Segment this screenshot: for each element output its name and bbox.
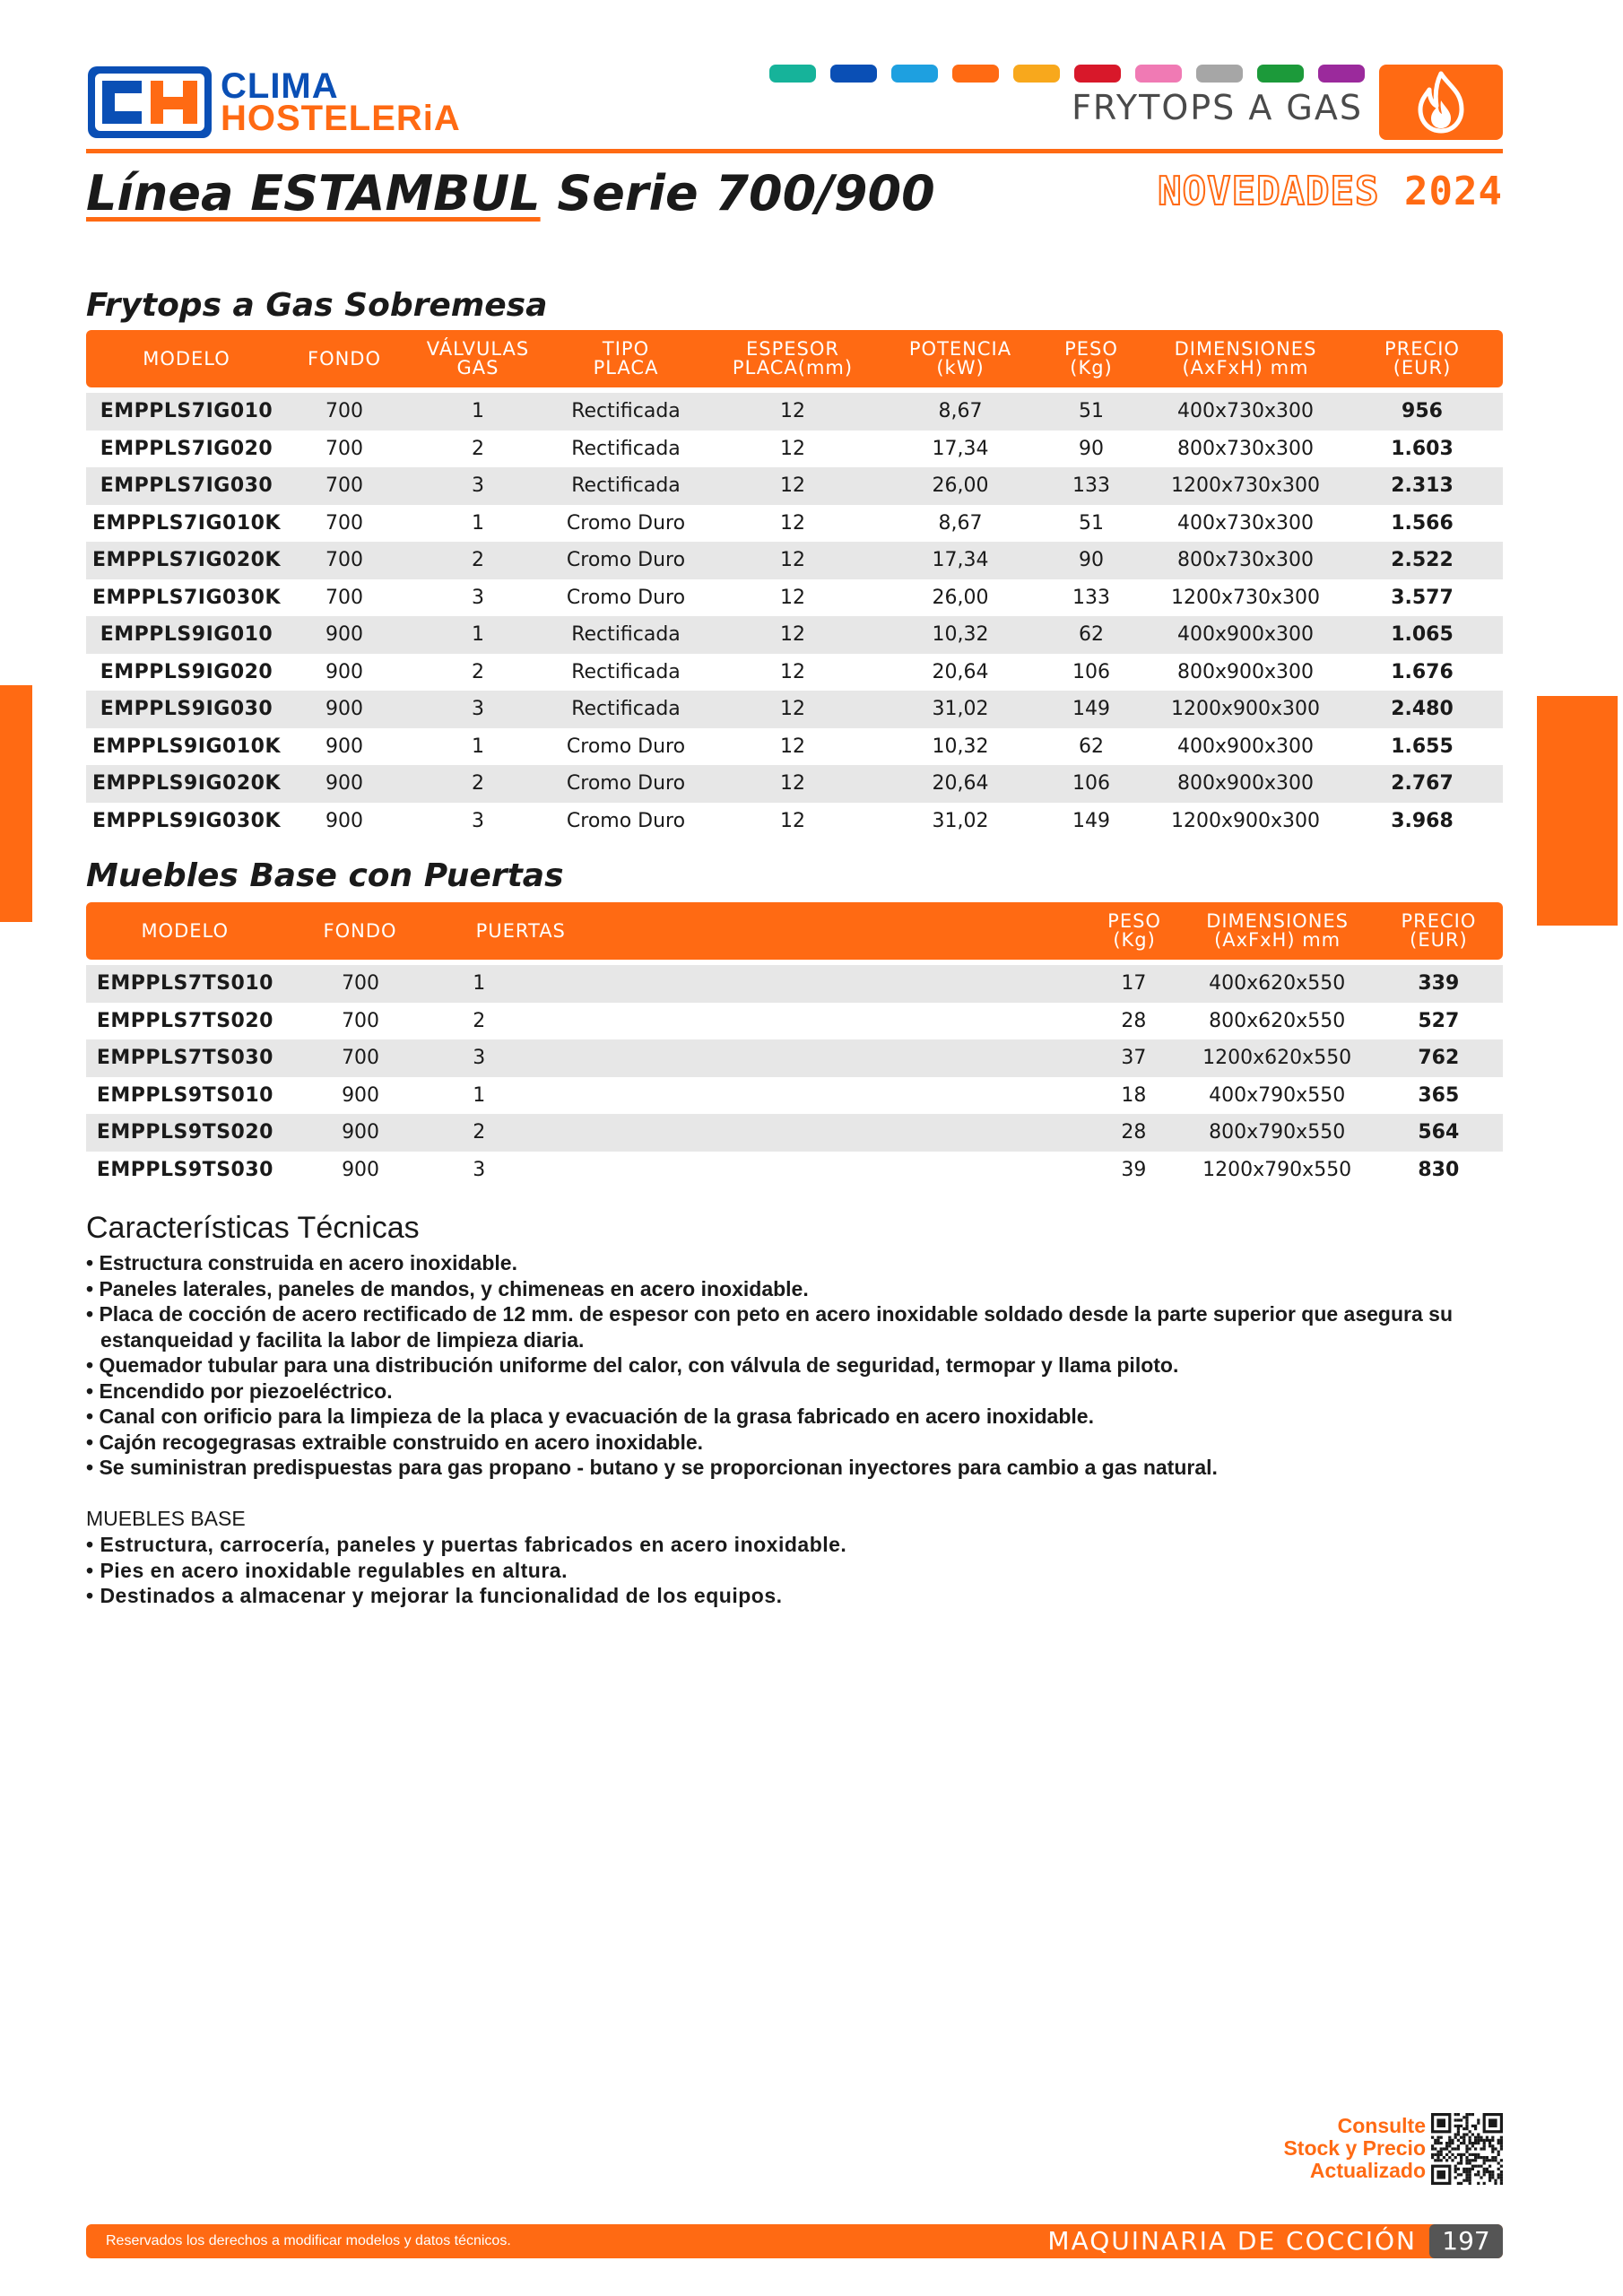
- table-cell: 106: [1072, 660, 1110, 683]
- table-cell: 12: [780, 623, 805, 647]
- table-cell: 12: [780, 400, 805, 423]
- table-cell: 1.065: [1391, 623, 1454, 647]
- column-header-line: (Kg): [1070, 357, 1113, 378]
- feature-item: • Encendido por piezoeléctrico.: [86, 1378, 393, 1403]
- table-row: [86, 579, 1503, 617]
- frytops-heading: Frytops a Gas Sobremesa: [86, 287, 548, 324]
- table-cell: 51: [1079, 511, 1104, 535]
- table-cell: 527: [1418, 1009, 1460, 1032]
- footer-note: Reservados los derechos a modificar modelos y datos técnicos.: [106, 2233, 511, 2248]
- table-cell: 17,34: [932, 549, 989, 572]
- column-header-line: TIPO: [602, 338, 650, 360]
- page-title: [86, 165, 935, 222]
- column-header-line: (EUR): [1410, 929, 1468, 951]
- table-cell: Cromo Duro: [566, 809, 686, 832]
- feature-item: • Paneles laterales, paneles de mandos, y chimeneas en acero inoxidable.: [86, 1276, 809, 1300]
- table-cell: EMPPLS9IG010K: [91, 735, 282, 758]
- novedades-badge: [1158, 169, 1503, 214]
- table-cell: 700: [325, 586, 363, 609]
- qr-code-icon[interactable]: [1431, 2113, 1503, 2185]
- table-cell: 700: [325, 549, 363, 572]
- column-header-line: (EUR): [1393, 357, 1452, 378]
- feature-item: • Quemador tubular para una distribución uniforme del calor, con válvula de seguridad, termopar y llama piloto.: [86, 1353, 1179, 1377]
- column-header-line: FONDO: [307, 347, 382, 370]
- table-cell: 400x790x550: [1209, 1083, 1346, 1107]
- column-header-line: (AxFxH) mm: [1214, 929, 1341, 951]
- feature-item: • Estructura construida en acero inoxidable.: [86, 1251, 517, 1274]
- feature-item: • Pies en acero inoxidable regulables en altura.: [86, 1558, 568, 1582]
- column-header: [1375, 912, 1503, 950]
- column-header-line: PESO: [1107, 910, 1161, 932]
- category-color-chips: [769, 65, 1365, 83]
- muebles-features-title: MUEBLES BASE: [86, 1507, 246, 1530]
- frytops-table-body: [86, 393, 1503, 839]
- table-cell: 8,67: [938, 511, 983, 535]
- table-cell: 90: [1079, 549, 1104, 572]
- table-cell: 12: [780, 437, 805, 460]
- column-header: [1033, 340, 1150, 378]
- column-header-line: PRECIO: [1384, 338, 1460, 360]
- table-cell: EMPPLS7IG010: [100, 400, 273, 423]
- consult-line1: Consulte: [1337, 2114, 1426, 2137]
- category-chip[interactable]: [769, 65, 816, 83]
- column-header: [402, 340, 554, 378]
- table-cell: EMPPLS7IG010K: [91, 511, 282, 535]
- table-cell: 3: [472, 809, 484, 832]
- category-chip[interactable]: [1013, 65, 1060, 83]
- table-cell: 12: [780, 586, 805, 609]
- column-header: [86, 347, 287, 370]
- table-row: [86, 1077, 1503, 1115]
- table-cell: 900: [325, 660, 363, 683]
- table-cell: 700: [325, 400, 363, 423]
- table-cell: 106: [1072, 772, 1110, 796]
- table-cell: 830: [1418, 1158, 1460, 1181]
- column-header-line: PLACA(mm): [732, 357, 854, 378]
- table-cell: 564: [1418, 1121, 1460, 1144]
- table-cell: 800x790x550: [1209, 1121, 1346, 1144]
- category-chip[interactable]: [891, 65, 938, 83]
- title-line-name: Línea ESTAMBUL: [86, 165, 541, 222]
- table-cell: 800x730x300: [1176, 437, 1314, 460]
- table-cell: 3.577: [1391, 586, 1454, 609]
- features-title: Características Técnicas: [86, 1211, 420, 1245]
- table-cell: 2: [472, 660, 484, 683]
- table-row: [86, 728, 1503, 766]
- column-header: [287, 347, 402, 370]
- header-divider: [86, 149, 1503, 153]
- frytops-table: [86, 330, 1503, 839]
- table-cell: 900: [342, 1083, 380, 1107]
- table-row: [86, 765, 1503, 803]
- table-cell: EMPPLS9TS030: [96, 1158, 273, 1181]
- ch-logo-icon: [86, 65, 213, 140]
- flame-icon: [1379, 65, 1503, 140]
- table-cell: 1200x900x300: [1170, 698, 1320, 721]
- novedades-year: 2024: [1404, 169, 1503, 214]
- column-header: [283, 919, 436, 942]
- column-header: [1089, 912, 1180, 950]
- category-chip[interactable]: [952, 65, 999, 83]
- side-tab-left: [0, 685, 32, 922]
- column-header-line: GAS: [456, 357, 499, 378]
- feature-item: • Canal con orificio para la limpieza de la placa y evacuación de la grasa fabricado en acero inoxidable.: [86, 1405, 1094, 1428]
- table-row: [86, 1003, 1503, 1040]
- muebles-table: [86, 902, 1503, 1188]
- table-cell: 700: [342, 1009, 380, 1032]
- column-header: [1180, 912, 1375, 950]
- column-header-line: PUERTAS: [475, 919, 566, 942]
- table-cell: 900: [325, 698, 363, 721]
- column-header: [1150, 340, 1341, 378]
- table-cell: 700: [325, 474, 363, 498]
- feature-item: • Cajón recogegrasas extraible construido en acero inoxidable.: [86, 1430, 704, 1454]
- table-cell: 133: [1072, 586, 1110, 609]
- category-chip[interactable]: [1318, 65, 1365, 83]
- column-header: [86, 919, 283, 942]
- column-header-line: DIMENSIONES: [1174, 338, 1317, 360]
- table-cell: 700: [342, 972, 380, 996]
- table-cell: 149: [1072, 809, 1110, 832]
- table-row: [86, 430, 1503, 468]
- table-cell: 700: [342, 1047, 380, 1070]
- table-cell: 700: [325, 437, 363, 460]
- category-title: FRYTOPS A GAS: [1072, 88, 1363, 127]
- table-cell: 2: [473, 1121, 486, 1144]
- table-cell: 900: [325, 735, 363, 758]
- category-icon-box: [1379, 65, 1503, 140]
- table-cell: 1.655: [1391, 735, 1454, 758]
- column-header-line: VÁLVULAS: [426, 338, 530, 360]
- column-header-line: (Kg): [1113, 929, 1156, 951]
- table-cell: 12: [780, 809, 805, 832]
- table-cell: Rectificada: [571, 698, 681, 721]
- table-cell: Cromo Duro: [566, 586, 686, 609]
- table-cell: 1: [472, 511, 484, 535]
- table-cell: 62: [1079, 623, 1104, 647]
- brand-line1: CLIMA: [221, 66, 339, 106]
- table-cell: Cromo Duro: [566, 511, 686, 535]
- table-cell: 31,02: [932, 698, 989, 721]
- table-cell: EMPPLS9IG030: [100, 698, 273, 721]
- table-cell: 17,34: [932, 437, 989, 460]
- table-row: [86, 467, 1503, 505]
- table-cell: 28: [1121, 1009, 1147, 1032]
- feature-item: • Se suministran predispuestas para gas propano - butano y se proporcionan inyectores para cambio a gas natural.: [86, 1456, 1218, 1479]
- brand-line2: HOSTELERiA: [221, 99, 461, 138]
- table-cell: 12: [780, 698, 805, 721]
- table-cell: 1200x790x550: [1202, 1158, 1352, 1181]
- table-cell: 2.522: [1391, 549, 1454, 572]
- table-cell: 1200x730x300: [1170, 474, 1320, 498]
- table-cell: 31,02: [932, 809, 989, 832]
- muebles-features-list: [86, 1532, 1503, 1609]
- table-cell: 2: [472, 549, 484, 572]
- table-cell: 1.566: [1391, 511, 1454, 535]
- column-header-line: PLACA: [593, 357, 659, 378]
- table-row: [86, 1039, 1503, 1077]
- table-cell: EMPPLS7IG030: [100, 474, 273, 498]
- table-cell: 12: [780, 549, 805, 572]
- table-cell: 2: [472, 437, 484, 460]
- table-cell: 20,64: [932, 772, 989, 796]
- table-cell: 1.603: [1391, 437, 1454, 460]
- table-cell: 3: [472, 698, 484, 721]
- table-cell: 28: [1121, 1121, 1147, 1144]
- table-cell: 17: [1121, 972, 1147, 996]
- table-cell: 39: [1121, 1158, 1147, 1181]
- table-cell: 2.480: [1391, 698, 1454, 721]
- table-cell: 10,32: [932, 623, 989, 647]
- table-cell: 26,00: [932, 474, 989, 498]
- table-row: [86, 393, 1503, 430]
- muebles-table-body: [86, 965, 1503, 1188]
- table-cell: 800x900x300: [1176, 772, 1314, 796]
- table-row: [86, 1114, 1503, 1152]
- table-cell: 12: [780, 660, 805, 683]
- table-cell: 1: [472, 623, 484, 647]
- table-cell: 800x730x300: [1176, 549, 1314, 572]
- table-cell: 37: [1121, 1047, 1147, 1070]
- category-chip[interactable]: [1135, 65, 1182, 83]
- frytops-table-header: [86, 330, 1503, 387]
- table-cell: 62: [1079, 735, 1104, 758]
- features-list: [86, 1250, 1503, 1481]
- table-cell: Cromo Duro: [566, 772, 686, 796]
- table-row: [86, 654, 1503, 691]
- category-chip[interactable]: [1074, 65, 1121, 83]
- column-header-line: (AxFxH) mm: [1182, 357, 1309, 378]
- column-header-line: FONDO: [323, 919, 397, 942]
- table-cell: 26,00: [932, 586, 989, 609]
- title-series: Serie 700/900: [540, 165, 935, 222]
- table-cell: 1: [473, 1083, 486, 1107]
- table-cell: 365: [1418, 1083, 1460, 1107]
- table-cell: Cromo Duro: [566, 735, 686, 758]
- table-cell: 51: [1079, 400, 1104, 423]
- table-cell: 700: [325, 511, 363, 535]
- table-row: [86, 542, 1503, 579]
- feature-item: • Estructura, carrocería, paneles y puertas fabricados en acero inoxidable.: [86, 1533, 847, 1556]
- table-cell: 12: [780, 735, 805, 758]
- table-cell: 1: [473, 972, 486, 996]
- column-header-line: MODELO: [143, 347, 230, 370]
- table-cell: 900: [325, 772, 363, 796]
- table-cell: 133: [1072, 474, 1110, 498]
- table-cell: 800x900x300: [1176, 660, 1314, 683]
- table-cell: 3: [472, 586, 484, 609]
- table-cell: 400x900x300: [1176, 735, 1314, 758]
- table-cell: EMPPLS7IG020: [100, 437, 273, 460]
- table-cell: 2: [473, 1009, 486, 1032]
- table-cell: EMPPLS9TS010: [96, 1083, 273, 1107]
- consult-line2: Stock y Precio: [1283, 2136, 1426, 2160]
- table-row: [86, 965, 1503, 1003]
- table-cell: EMPPLS9TS020: [96, 1121, 273, 1144]
- table-cell: Rectificada: [571, 623, 681, 647]
- table-cell: EMPPLS7IG030K: [91, 586, 282, 609]
- table-row: [86, 505, 1503, 543]
- column-header: [554, 340, 698, 378]
- category-chip[interactable]: [1257, 65, 1304, 83]
- table-cell: 8,67: [938, 400, 983, 423]
- table-cell: 12: [780, 474, 805, 498]
- footer-category: MAQUINARIA DE COCCIÓN: [1047, 2226, 1417, 2256]
- column-header-line: PRECIO: [1401, 910, 1477, 932]
- table-cell: EMPPLS9IG020: [100, 660, 273, 683]
- column-header-line: POTENCIA: [908, 338, 1012, 360]
- table-cell: 1200x730x300: [1170, 586, 1320, 609]
- brand-logo: [86, 65, 461, 140]
- column-header-line: ESPESOR: [746, 338, 839, 360]
- table-cell: 3: [472, 474, 484, 498]
- table-cell: Rectificada: [571, 474, 681, 498]
- novedades-label: NOVEDADES: [1158, 169, 1380, 214]
- column-header: [698, 340, 888, 378]
- table-cell: 1: [472, 400, 484, 423]
- table-row: [86, 1152, 1503, 1189]
- table-cell: EMPPLS7TS020: [96, 1009, 273, 1032]
- side-tab-right: [1537, 696, 1618, 926]
- table-cell: EMPPLS9IG010: [100, 623, 273, 647]
- table-cell: 2.767: [1391, 772, 1454, 796]
- table-cell: 400x730x300: [1176, 400, 1314, 423]
- table-cell: EMPPLS7TS030: [96, 1047, 273, 1070]
- table-cell: 400x900x300: [1176, 623, 1314, 647]
- column-header: [437, 919, 566, 942]
- table-cell: EMPPLS9IG030K: [91, 809, 282, 832]
- column-header: [888, 340, 1033, 378]
- table-cell: 400x730x300: [1176, 511, 1314, 535]
- category-chip[interactable]: [1196, 65, 1243, 83]
- table-cell: 1200x620x550: [1202, 1047, 1352, 1070]
- table-cell: 762: [1418, 1047, 1460, 1070]
- table-cell: 900: [325, 623, 363, 647]
- table-cell: 400x620x550: [1209, 972, 1346, 996]
- table-cell: 3.968: [1391, 809, 1454, 832]
- table-cell: 1200x900x300: [1170, 809, 1320, 832]
- category-chip[interactable]: [830, 65, 877, 83]
- consult-line3: Actualizado: [1309, 2159, 1426, 2182]
- table-cell: 900: [342, 1121, 380, 1144]
- muebles-table-header: [86, 902, 1503, 960]
- table-cell: 3: [473, 1047, 486, 1070]
- feature-item: • Destinados a almacenar y mejorar la funcionalidad de los equipos.: [86, 1584, 783, 1607]
- table-cell: EMPPLS7IG020K: [91, 549, 282, 572]
- column-header-line: (kW): [936, 357, 985, 378]
- table-cell: EMPPLS7TS010: [96, 972, 273, 996]
- column-header-line: PESO: [1064, 338, 1118, 360]
- table-cell: 900: [342, 1158, 380, 1181]
- table-cell: Rectificada: [571, 400, 681, 423]
- table-cell: EMPPLS9IG020K: [91, 772, 282, 796]
- table-cell: Rectificada: [571, 660, 681, 683]
- table-cell: 90: [1079, 437, 1104, 460]
- table-cell: 1: [472, 735, 484, 758]
- table-cell: 18: [1121, 1083, 1147, 1107]
- table-row: [86, 691, 1503, 728]
- table-cell: 20,64: [932, 660, 989, 683]
- column-header-line: DIMENSIONES: [1206, 910, 1350, 932]
- table-cell: 12: [780, 772, 805, 796]
- table-cell: 800x620x550: [1209, 1009, 1346, 1032]
- table-cell: 2: [472, 772, 484, 796]
- table-cell: 339: [1418, 972, 1460, 996]
- column-header: [1341, 340, 1503, 378]
- table-row: [86, 803, 1503, 840]
- feature-item: • Placa de cocción de acero rectificado de 12 mm. de espesor con peto en acero inoxidable soldado desde la parte superior que asegura su estanqueidad y facilita la labor de limpieza diaria.: [86, 1302, 1454, 1352]
- table-cell: Cromo Duro: [566, 549, 686, 572]
- table-row: [86, 616, 1503, 654]
- table-cell: 900: [325, 809, 363, 832]
- table-cell: 10,32: [932, 735, 989, 758]
- table-cell: 2.313: [1391, 474, 1454, 498]
- table-cell: 3: [473, 1158, 486, 1181]
- table-cell: 12: [780, 511, 805, 535]
- table-cell: 1.676: [1391, 660, 1454, 683]
- column-header-line: MODELO: [141, 919, 230, 942]
- consult-stock-note: [1246, 2115, 1426, 2182]
- page-number: 197: [1429, 2224, 1503, 2258]
- table-cell: 149: [1072, 698, 1110, 721]
- table-cell: Rectificada: [571, 437, 681, 460]
- muebles-heading: Muebles Base con Puertas: [86, 857, 564, 894]
- table-cell: 956: [1402, 400, 1443, 423]
